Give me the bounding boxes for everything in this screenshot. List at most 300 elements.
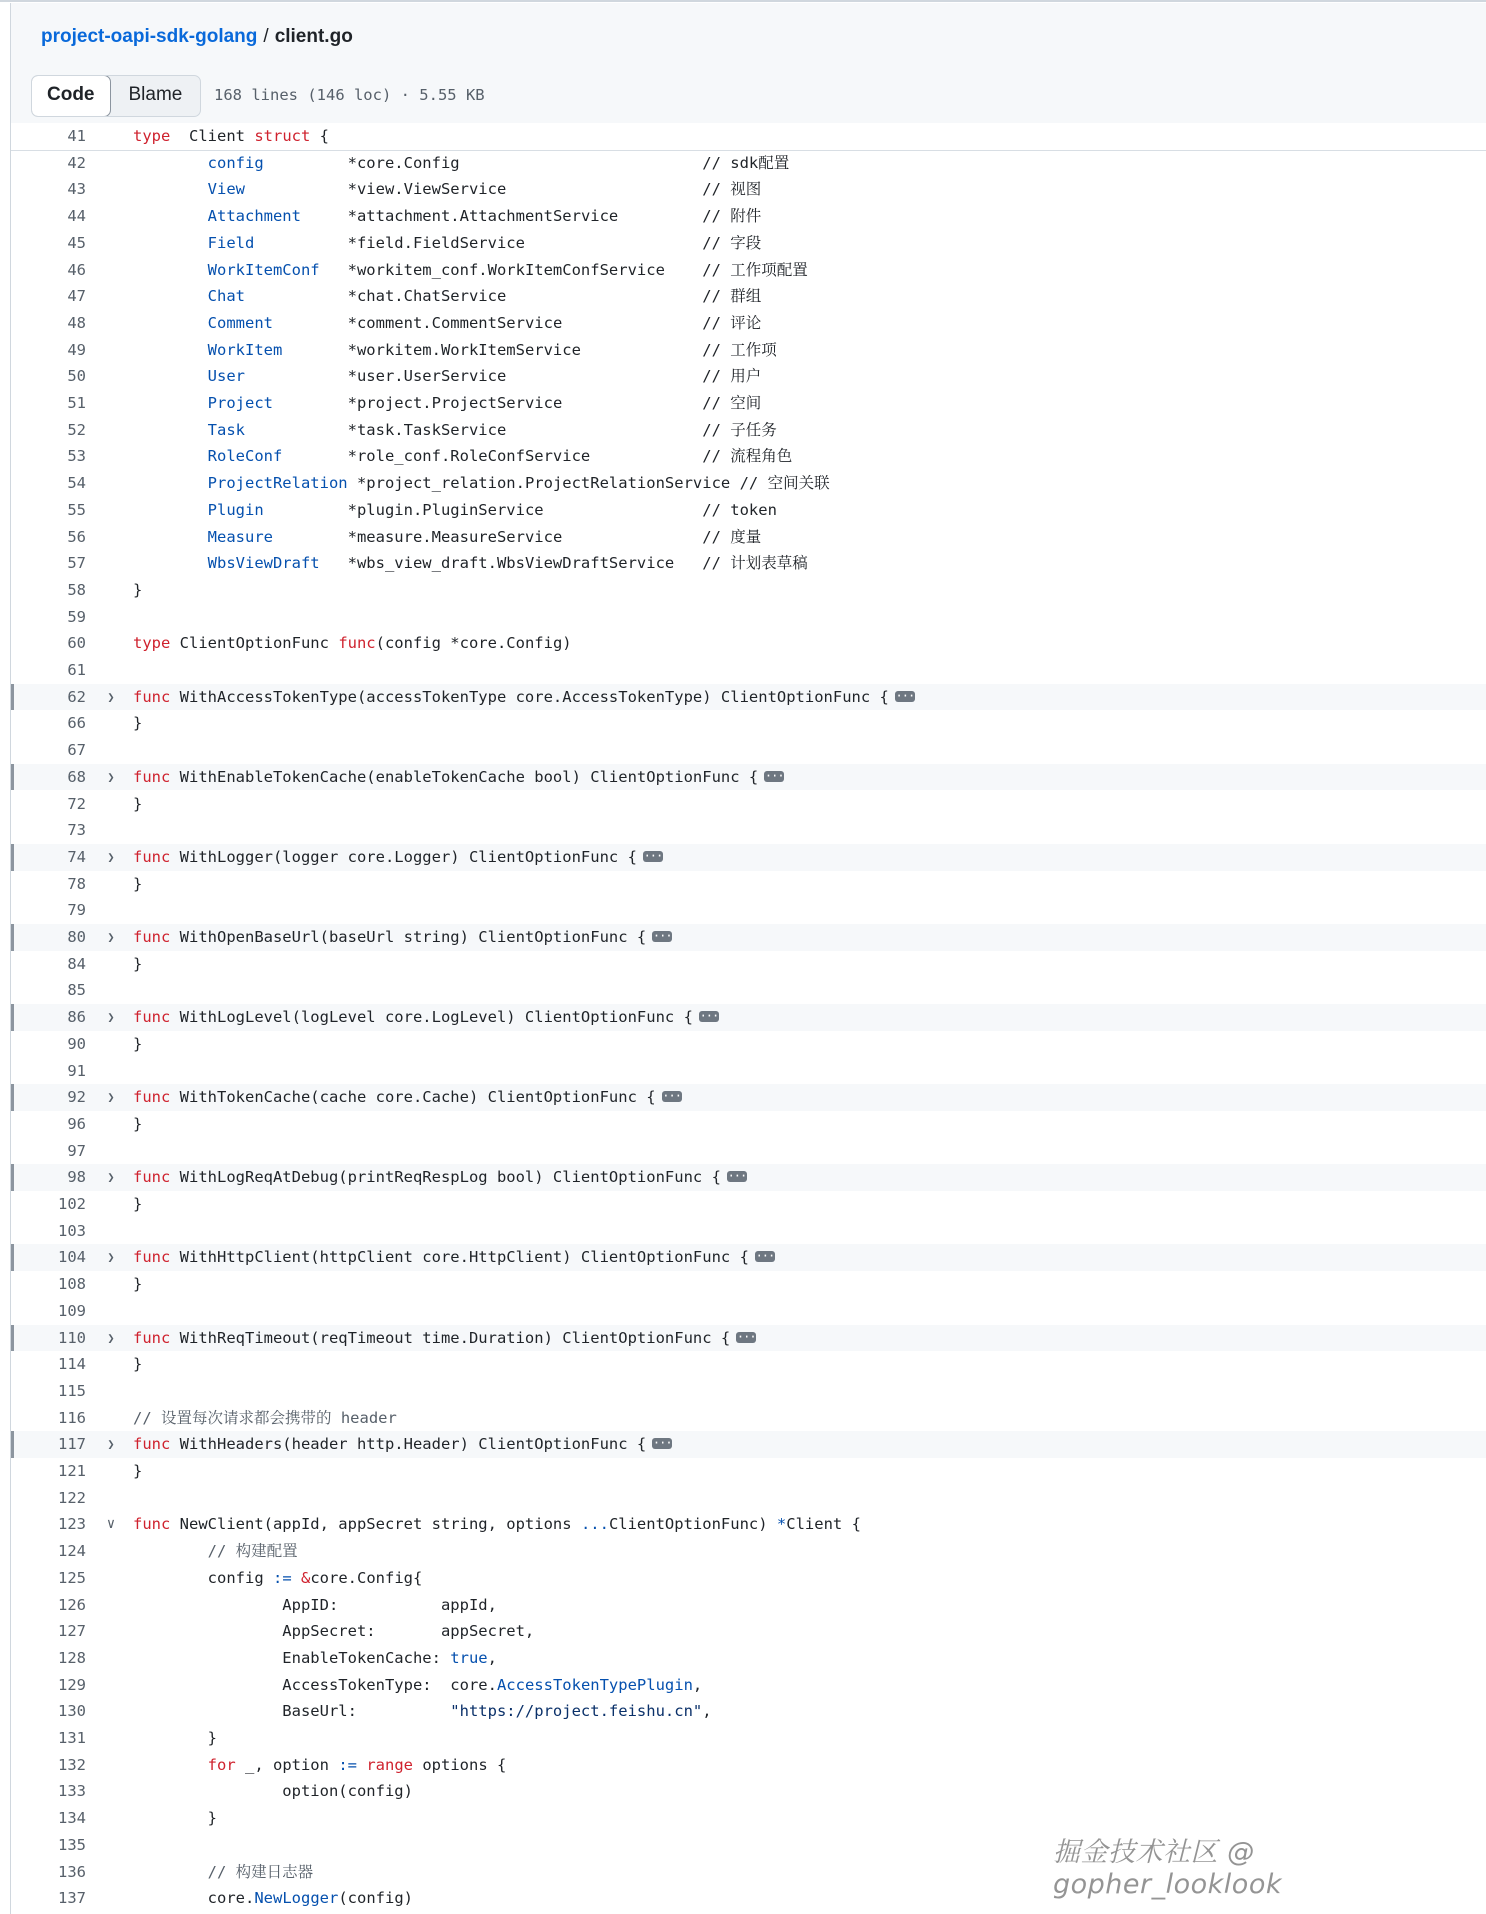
line-number[interactable]: 62 <box>67 687 86 706</box>
code-line <box>11 1138 1486 1165</box>
code-line <box>11 1645 1486 1672</box>
code-text <box>133 1351 142 1378</box>
code-token: WithLogger(logger core.Logger) ClientOptionFunc { <box>170 847 637 866</box>
code-line <box>11 1485 1486 1512</box>
expand-ellipsis-icon[interactable] <box>652 1438 672 1449</box>
breadcrumb-separator: / <box>263 26 269 47</box>
chevron-right-icon[interactable]: ❯ <box>107 930 115 944</box>
code-text <box>133 1084 682 1111</box>
code-token: , <box>692 1675 703 1694</box>
code-keyword: type <box>133 634 171 653</box>
line-number[interactable]: 128 <box>58 1648 86 1667</box>
line-number[interactable]: 131 <box>58 1729 86 1747</box>
code-identifier: Task <box>207 420 245 439</box>
code-keyword: & <box>301 1568 311 1587</box>
code-text <box>133 1592 497 1619</box>
expand-ellipsis-icon[interactable] <box>755 1251 775 1262</box>
code-text <box>133 390 761 417</box>
expand-ellipsis-icon[interactable] <box>895 691 915 702</box>
line-number[interactable]: 110 <box>58 1328 86 1347</box>
code-keyword: func <box>133 1515 171 1534</box>
line-number[interactable]: 103 <box>58 1221 86 1240</box>
code-token: *user.UserService // 用户 <box>244 367 762 386</box>
code-identifier: NewLogger <box>254 1889 339 1908</box>
file-header <box>10 3 1486 123</box>
code-token: *task.TaskService // 子任务 <box>244 420 777 439</box>
chevron-right-icon[interactable]: ❯ <box>107 1250 115 1265</box>
breadcrumb-repo-link[interactable]: project-oapi-sdk-golang <box>41 26 258 47</box>
line-number[interactable]: 49 <box>67 340 86 359</box>
code-text <box>133 1645 497 1672</box>
code-token <box>133 501 208 519</box>
code-keyword: func <box>133 767 171 786</box>
line-number[interactable]: 109 <box>58 1301 86 1320</box>
code-keyword: func <box>133 687 171 706</box>
expand-ellipsis-icon[interactable] <box>699 1011 719 1022</box>
line-number[interactable]: 53 <box>67 447 86 466</box>
line-number[interactable]: 115 <box>58 1381 86 1400</box>
line-number[interactable]: 121 <box>58 1462 86 1480</box>
chevron-down-icon[interactable]: ∨ <box>106 1516 116 1533</box>
code-text <box>133 443 792 470</box>
code-token: Client { <box>786 1515 861 1534</box>
line-number[interactable]: 45 <box>67 233 86 252</box>
line-number[interactable]: 104 <box>58 1248 86 1267</box>
code-text <box>133 684 915 711</box>
line-number[interactable]: 98 <box>67 1168 86 1187</box>
line-number[interactable]: 78 <box>67 874 86 893</box>
line-number[interactable]: 91 <box>67 1061 86 1080</box>
line-number[interactable]: 134 <box>58 1809 86 1828</box>
code-token: } <box>133 1729 217 1747</box>
code-token: NewClient(appId, appSecret string, options <box>170 1515 581 1534</box>
code-text <box>133 176 761 203</box>
line-number[interactable]: 56 <box>67 527 86 546</box>
code-line <box>11 897 1486 924</box>
code-line <box>11 1244 1486 1271</box>
code-line <box>11 150 1486 177</box>
code-line <box>11 1752 1486 1779</box>
code-token <box>133 234 208 252</box>
code-text <box>133 1859 313 1886</box>
code-keyword: func <box>133 1168 171 1187</box>
line-number[interactable]: 58 <box>67 580 86 599</box>
code-token: *core.Config // sdk配置 <box>263 153 790 172</box>
expand-ellipsis-icon[interactable] <box>736 1332 756 1343</box>
line-number[interactable]: 74 <box>67 847 86 866</box>
line-number[interactable]: 132 <box>58 1755 86 1774</box>
code-token <box>133 394 208 412</box>
code-line <box>11 1164 1486 1191</box>
line-number[interactable]: 122 <box>58 1488 86 1507</box>
code-text <box>133 1672 702 1699</box>
code-token: WithLogReqAtDebug(printReqRespLog bool) ClientOptionFunc { <box>170 1168 721 1187</box>
code-text <box>133 283 761 310</box>
code-token: WithHttpClient(httpClient core.HttpClient) ClientOptionFunc { <box>170 1248 749 1267</box>
code-text <box>133 844 663 871</box>
code-string: "https://project.feishu.cn" <box>450 1702 703 1721</box>
code-text <box>133 230 761 257</box>
code-line <box>11 1458 1486 1485</box>
code-token: WithLogLevel(logLevel core.LogLevel) ClientOptionFunc { <box>170 1008 693 1027</box>
code-line <box>11 817 1486 844</box>
line-number[interactable]: 90 <box>67 1034 86 1053</box>
code-token: } <box>133 1809 217 1828</box>
code-text <box>133 257 808 284</box>
code-token: EnableTokenCache: <box>133 1648 451 1667</box>
code-token: } <box>133 1195 143 1213</box>
code-line <box>11 1004 1486 1031</box>
line-number[interactable]: 92 <box>67 1088 86 1107</box>
code-text <box>133 764 784 791</box>
code-token: (config *core.Config) <box>375 634 572 653</box>
code-token: *measure.MeasureService // 度量 <box>272 527 762 546</box>
chevron-right-icon[interactable]: ❯ <box>107 849 115 864</box>
code-token: } <box>133 714 143 733</box>
code-token: _, option <box>235 1755 339 1774</box>
code-token: *wbs_view_draft.WbsViewDraftService // 计划表草稿 <box>319 554 808 573</box>
code-text <box>133 577 142 604</box>
code-text <box>133 1405 397 1432</box>
code-line <box>11 1672 1486 1699</box>
line-number[interactable]: 60 <box>67 634 86 653</box>
code-token <box>133 421 208 439</box>
code-token: *plugin.PluginService // token <box>263 500 777 519</box>
code-token: WithReqTimeout(reqTimeout time.Duration) ClientOptionFunc { <box>170 1328 731 1347</box>
code-keyword: for <box>207 1755 236 1774</box>
code-token: *project.ProjectService // 空间 <box>272 394 762 412</box>
code-token: } <box>133 1355 143 1374</box>
code-line <box>11 1592 1486 1619</box>
code-line <box>11 630 1486 657</box>
code-line <box>11 1405 1486 1432</box>
line-number[interactable]: 85 <box>67 981 86 1000</box>
code-text <box>133 1752 506 1779</box>
code-identifier: * <box>776 1515 787 1534</box>
line-number[interactable]: 116 <box>58 1408 86 1427</box>
code-line <box>11 1378 1486 1405</box>
code-line <box>11 1058 1486 1085</box>
code-token: } <box>133 794 143 813</box>
code-token: AppID: appId, <box>133 1595 497 1614</box>
expand-ellipsis-icon[interactable] <box>643 851 663 862</box>
code-identifier: Measure <box>207 527 273 546</box>
code-token: AppSecret: appSecret, <box>133 1622 535 1641</box>
code-token: *field.FieldService // 字段 <box>254 233 762 252</box>
code-line <box>11 203 1486 230</box>
code-line <box>11 257 1486 284</box>
code-line <box>11 737 1486 764</box>
line-number[interactable]: 130 <box>58 1702 86 1721</box>
code-token: config <box>133 1568 273 1587</box>
line-number[interactable]: 44 <box>67 207 86 226</box>
code-token: core.Config{ <box>310 1568 423 1587</box>
code-text <box>133 310 761 337</box>
code-line <box>11 1351 1486 1378</box>
line-number[interactable]: 79 <box>67 901 86 920</box>
code-keyword: func <box>133 847 171 866</box>
top-border <box>0 0 1486 2</box>
code-text <box>133 871 142 898</box>
line-number[interactable]: 61 <box>67 661 86 679</box>
code-identifier: WorkItem <box>207 340 283 359</box>
watermark: 掘金技术社区 @ gopher_looklook <box>1053 1837 1282 1900</box>
code-token <box>133 154 208 172</box>
code-token: *view.ViewService // 视图 <box>244 180 762 199</box>
code-token: Client <box>170 127 255 145</box>
code-text <box>133 1618 534 1645</box>
code-keyword: type <box>133 127 171 145</box>
breadcrumb-file-name: client.go <box>274 26 353 47</box>
code-token <box>133 287 208 305</box>
code-token: WithEnableTokenCache(enableTokenCache bool) ClientOptionFunc { <box>170 767 759 786</box>
code-token: } <box>133 1275 143 1294</box>
line-number[interactable]: 136 <box>58 1862 86 1881</box>
expand-ellipsis-icon[interactable] <box>727 1171 747 1182</box>
line-number[interactable]: 129 <box>58 1675 86 1694</box>
code-text <box>133 951 142 978</box>
code-text <box>133 203 761 230</box>
chevron-right-icon[interactable]: ❯ <box>107 1330 115 1345</box>
code-line <box>11 1031 1486 1058</box>
code-line <box>11 1565 1486 1592</box>
code-identifier: ... <box>580 1515 609 1534</box>
line-number[interactable]: 48 <box>67 313 86 332</box>
line-number[interactable]: 126 <box>58 1595 86 1614</box>
code-line <box>11 844 1486 871</box>
code-line <box>11 230 1486 257</box>
code-text <box>133 150 789 177</box>
expand-ellipsis-icon[interactable] <box>764 771 784 782</box>
line-number[interactable]: 50 <box>67 367 86 386</box>
line-number[interactable]: 54 <box>67 474 86 493</box>
code-text <box>133 1111 142 1138</box>
code-view[interactable] <box>10 123 1486 1914</box>
code-token: option(config) <box>133 1782 413 1801</box>
code-text <box>133 791 142 818</box>
line-number[interactable]: 84 <box>67 954 86 973</box>
code-text <box>133 1271 142 1298</box>
code-line <box>11 390 1486 417</box>
code-line <box>11 123 1486 150</box>
code-token: WithHeaders(header http.Header) ClientOptionFunc { <box>170 1435 647 1454</box>
code-line <box>11 1084 1486 1111</box>
code-line <box>11 363 1486 390</box>
code-line <box>11 924 1486 951</box>
code-text <box>133 1164 747 1191</box>
code-line <box>11 176 1486 203</box>
line-number[interactable]: 55 <box>67 500 86 519</box>
line-number[interactable]: 42 <box>67 153 86 172</box>
code-comment: // 设置每次请求都会携带的 header <box>133 1408 397 1427</box>
code-identifier: config <box>207 153 264 172</box>
code-text <box>133 497 777 524</box>
code-line <box>11 710 1486 737</box>
code-line <box>11 524 1486 551</box>
code-token: WithAccessTokenType(accessTokenType core.AccessTokenType) ClientOptionFunc { <box>170 687 889 706</box>
code-token: *role_conf.RoleConfService // 流程角色 <box>282 447 793 466</box>
code-token <box>133 1756 208 1774</box>
code-line <box>11 1698 1486 1725</box>
code-text <box>133 1778 413 1805</box>
code-token <box>133 261 208 279</box>
code-token: WithOpenBaseUrl(baseUrl string) ClientOptionFunc { <box>170 928 647 946</box>
code-identifier: User <box>207 367 245 386</box>
view-mode-toggle <box>31 75 201 117</box>
code-text <box>133 1325 756 1352</box>
code-keyword: func <box>133 1248 171 1267</box>
code-line <box>11 1431 1486 1458</box>
code-text <box>133 1725 217 1752</box>
code-identifier: Chat <box>207 287 245 306</box>
code-token <box>133 341 208 359</box>
code-line <box>11 604 1486 631</box>
chevron-right-icon[interactable]: ❯ <box>107 1010 115 1025</box>
code-identifier: Plugin <box>207 500 264 519</box>
line-number[interactable]: 46 <box>67 260 86 279</box>
code-text <box>133 1511 861 1538</box>
code-token <box>133 367 208 385</box>
breadcrumb <box>41 17 353 57</box>
code-keyword: func <box>133 928 171 946</box>
code-token: } <box>133 1034 143 1053</box>
code-text <box>133 1885 413 1912</box>
line-number[interactable]: 72 <box>67 794 86 813</box>
code-token: } <box>133 954 143 973</box>
code-token <box>133 314 208 332</box>
code-keyword: func <box>133 1088 171 1107</box>
code-identifier: WorkItemConf <box>207 260 320 279</box>
line-number[interactable]: 102 <box>58 1195 86 1213</box>
file-info: 168 lines (146 loc) · 5.55 KB <box>214 86 485 104</box>
code-line <box>11 337 1486 364</box>
line-number[interactable]: 97 <box>67 1141 86 1160</box>
line-number[interactable]: 59 <box>67 607 86 626</box>
line-number[interactable]: 124 <box>58 1542 86 1561</box>
code-keyword: func <box>133 1008 171 1027</box>
code-line <box>11 1618 1486 1645</box>
line-number[interactable]: 86 <box>67 1008 86 1027</box>
code-token: WithTokenCache(cache core.Cache) ClientOptionFunc { <box>170 1088 656 1107</box>
chevron-right-icon[interactable]: ❯ <box>107 1437 115 1452</box>
code-text <box>133 550 808 577</box>
code-token <box>133 1542 208 1560</box>
code-line <box>11 443 1486 470</box>
code-text <box>133 363 761 390</box>
chevron-right-icon[interactable]: ❯ <box>107 1170 115 1185</box>
code-line <box>11 977 1486 1004</box>
line-number[interactable]: 133 <box>58 1782 86 1801</box>
line-number[interactable]: 66 <box>67 714 86 733</box>
code-token: , <box>702 1702 712 1721</box>
expand-ellipsis-icon[interactable] <box>662 1091 682 1102</box>
code-identifier: ProjectRelation <box>207 474 348 493</box>
code-line <box>11 497 1486 524</box>
code-identifier: View <box>207 180 245 199</box>
code-token <box>357 1756 366 1774</box>
code-text <box>133 337 777 364</box>
expand-ellipsis-icon[interactable] <box>652 931 672 942</box>
line-number[interactable]: 43 <box>67 180 86 199</box>
line-number[interactable]: 114 <box>58 1355 86 1374</box>
code-text <box>133 524 761 551</box>
code-token: } <box>133 580 143 599</box>
code-line <box>11 1725 1486 1752</box>
line-number[interactable]: 96 <box>67 1114 86 1133</box>
line-number[interactable]: 57 <box>67 554 86 573</box>
code-token: core. <box>133 1889 255 1908</box>
code-line <box>11 470 1486 497</box>
blame-button[interactable]: Blame <box>128 84 183 105</box>
code-identifier: RoleConf <box>207 447 283 466</box>
code-text <box>133 470 830 497</box>
chevron-right-icon[interactable]: ❯ <box>107 689 115 704</box>
code-line <box>11 1271 1486 1298</box>
code-line <box>11 1325 1486 1352</box>
line-number[interactable]: 73 <box>67 821 86 840</box>
code-text <box>133 417 777 444</box>
line-number[interactable]: 47 <box>67 287 86 306</box>
code-token: } <box>133 1114 143 1133</box>
code-text <box>133 1805 217 1832</box>
line-number[interactable]: 125 <box>58 1568 86 1587</box>
line-number[interactable]: 108 <box>58 1275 86 1294</box>
line-number[interactable]: 68 <box>67 767 86 786</box>
code-text <box>133 630 572 657</box>
line-number[interactable]: 52 <box>67 420 86 439</box>
code-line <box>11 791 1486 818</box>
code-identifier: := <box>272 1568 292 1587</box>
line-number[interactable]: 51 <box>67 394 86 412</box>
code-comment: // 构建配置 <box>207 1542 298 1561</box>
code-identifier: := <box>338 1755 357 1774</box>
code-token <box>133 207 208 225</box>
code-text <box>133 1698 712 1725</box>
code-line <box>11 764 1486 791</box>
code-identifier: WbsViewDraft <box>207 554 320 573</box>
line-number[interactable]: 135 <box>58 1835 86 1854</box>
code-text <box>133 1191 142 1218</box>
line-number[interactable]: 137 <box>58 1889 86 1908</box>
line-number[interactable]: 127 <box>58 1622 86 1641</box>
code-token <box>133 447 208 465</box>
code-keyword: func <box>133 1328 171 1347</box>
code-text <box>133 1538 298 1565</box>
line-number[interactable]: 41 <box>67 127 86 145</box>
code-token: AccessTokenType: core. <box>133 1675 497 1694</box>
chevron-right-icon[interactable]: ❯ <box>107 1090 115 1105</box>
line-number[interactable]: 117 <box>58 1435 86 1454</box>
chevron-right-icon[interactable]: ❯ <box>107 769 115 784</box>
code-button[interactable]: Code <box>31 75 111 117</box>
code-comment: // 构建日志器 <box>207 1862 314 1881</box>
code-text <box>133 1031 142 1058</box>
code-keyword: range <box>366 1755 413 1774</box>
line-number[interactable]: 123 <box>58 1515 86 1534</box>
code-text <box>133 924 672 951</box>
code-line <box>11 1111 1486 1138</box>
code-token: { <box>310 127 329 145</box>
code-token: (config) <box>338 1889 413 1908</box>
code-token <box>133 1863 208 1881</box>
line-number[interactable]: 80 <box>67 928 86 946</box>
code-token: , <box>487 1648 497 1667</box>
code-token <box>133 528 208 546</box>
line-number[interactable]: 67 <box>67 741 86 760</box>
code-token: options { <box>413 1755 507 1774</box>
code-token: *comment.CommentService // 评论 <box>272 313 762 332</box>
code-token <box>133 180 208 198</box>
